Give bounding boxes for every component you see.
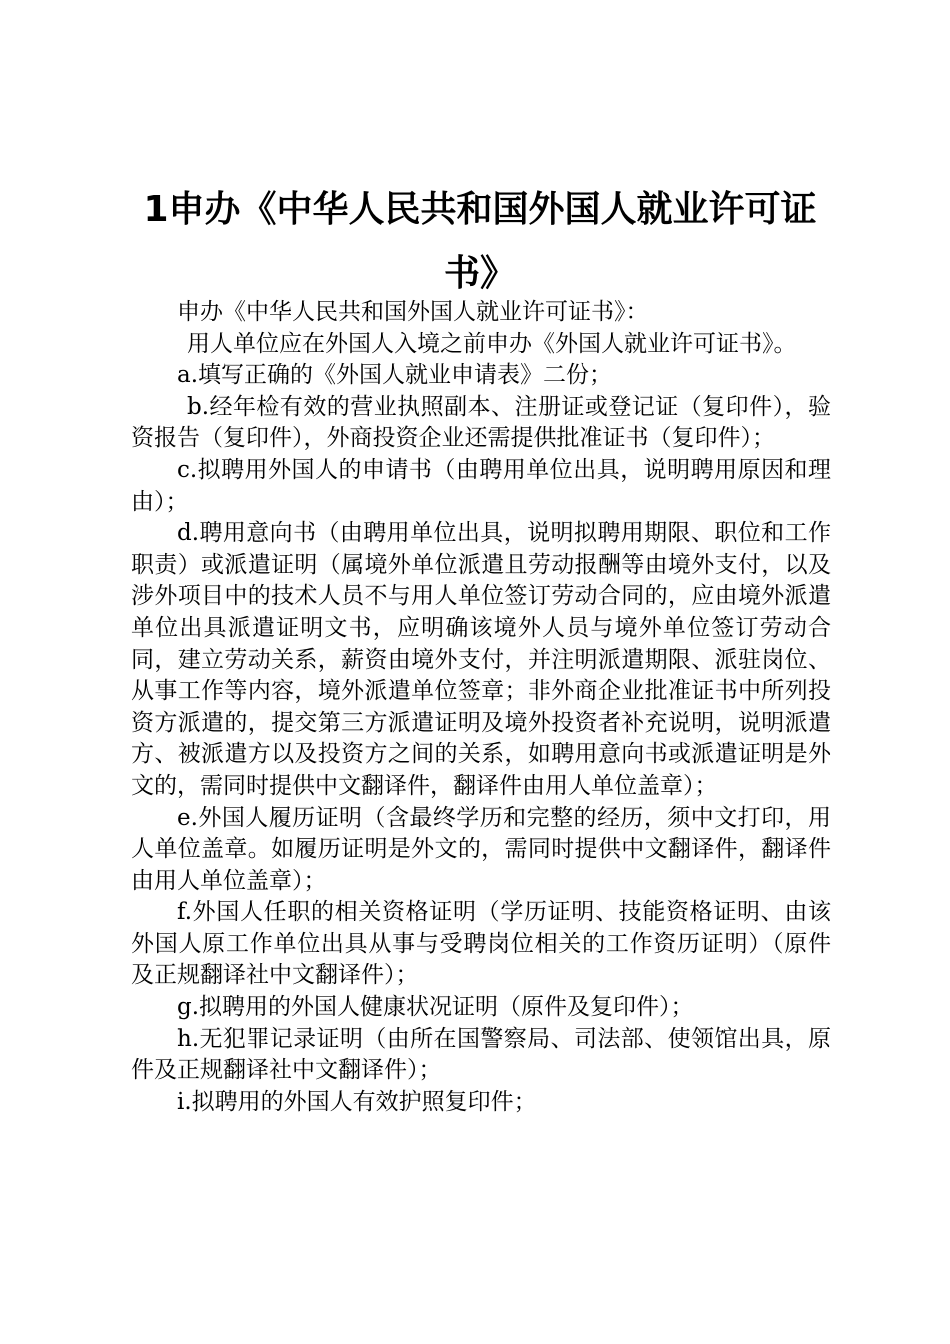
paragraph-requirement: 用人单位应在外国人入境之前申办《外国人就业许可证书》。 (187, 330, 797, 357)
list-item-c: c.拟聘用外国人的申请书（由聘用单位出具，说明聘用原因和理由）； (131, 456, 831, 515)
list-item-b: b.经年检有效的营业执照副本、注册证或登记证（复印件），验资报告（复印件），外商投资企业还需提供批准证书（复印件）； (131, 393, 831, 452)
list-item-a: a.填写正确的《外国人就业申请表》二份； (177, 362, 613, 389)
list-item-i: i.拟聘用的外国人有效护照复印件； (177, 1088, 537, 1115)
list-item-e: e.外国人履历证明（含最终学历和完整的经历，须中文打印，用人单位盖章。如履历证明是外文的，需同时提供中文翻译件，翻译件由用人单位盖章）； (131, 804, 831, 894)
list-item-d: d.聘用意向书（由聘用单位出具，说明拟聘用期限、职位和工作职责）或派遣证明（属境外单位派遣且劳动报酬等由境外支付，以及涉外项目中的技术人员不与用人单位签订劳动合同的，应由境外派遣单位出具派遣证明文书，应明确该境外人员与境外单位签订劳动合同，建立劳动关系，薪资由境外支付，并注明派遣期限、派驻岗位、从事工作等内容，境外派遣单位签章；非外商企业批准证书中所列投资方派遣的，提交第三方派遣证明及境外投资者补充说明，说明派遣方、被派遣方以及投资方之间的关系，如聘用意向书或派遣证明是外文的，需同时提供中文翻译件，翻译件由用人单位盖章）； (131, 520, 831, 799)
paragraph-intro: 申办《中华人民共和国外国人就业许可证书》： (177, 299, 649, 325)
list-item-f: f.外国人任职的相关资格证明（学历证明、技能资格证明、由该外国人原工作单位出具从事与受聘岗位相关的工作资历证明）（原件及正规翻译社中文翻译件）； (131, 899, 831, 989)
list-item-h: h.无犯罪记录证明（由所在国警察局、司法部、使领馆出具，原件及正规翻译社中文翻译件）； (131, 1025, 831, 1084)
document-title: 1申办《中华人民共和国外国人就业许可证书》 (143, 189, 817, 294)
list-item-g: g.拟聘用的外国人健康状况证明（原件及复印件）； (177, 994, 694, 1021)
document-body (131, 297, 831, 1118)
